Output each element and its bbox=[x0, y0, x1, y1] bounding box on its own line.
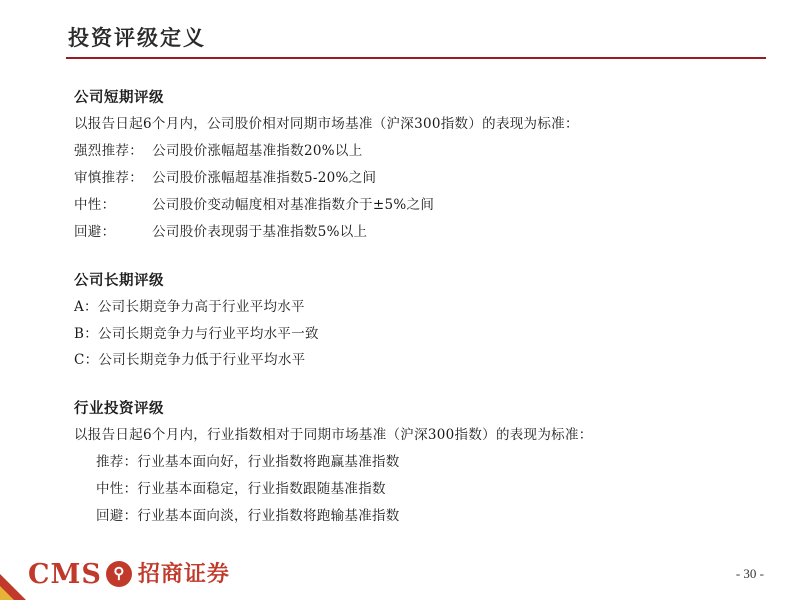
brand-logo bbox=[28, 554, 230, 594]
page-number: - 30 - bbox=[735, 566, 764, 581]
section-line: 回避： 公司股价表现弱于基准指数5%以上 bbox=[74, 223, 368, 240]
section-heading: 公司长期评级 bbox=[74, 271, 164, 289]
section-line: 中性： 公司股价变动幅度相对基准指数介于±5%之间 bbox=[74, 196, 435, 213]
section-heading: 行业投资评级 bbox=[74, 400, 164, 418]
section-line: 中性：行业基本面稳定，行业指数跟随基准指数 bbox=[96, 481, 386, 498]
logo-text: CMS bbox=[28, 558, 102, 590]
section-line: 回避：行业基本面向淡，行业指数将跑输基准指数 bbox=[96, 508, 400, 525]
content-body bbox=[0, 86, 800, 545]
section-heading: 公司短期评级 bbox=[74, 89, 164, 106]
title-area bbox=[0, 22, 800, 64]
section-line: C：公司长期竞争力低于行业平均水平 bbox=[74, 352, 306, 369]
section-line: 强烈推荐： 公司股价涨幅超基准指数20%以上 bbox=[74, 142, 363, 159]
section-industry-rating bbox=[0, 397, 800, 527]
logo-company-name: 招商证券 bbox=[137, 561, 230, 587]
section-line: 审慎推荐： 公司股价涨幅超基准指数5-20%之间 bbox=[74, 169, 377, 186]
section-line: 以报告日起6个月内，行业指数相对于同期市场基准（沪深300指数）的表现为标准： bbox=[74, 427, 593, 444]
page-title: 投资评级定义 bbox=[68, 25, 206, 50]
slide-footer bbox=[0, 548, 800, 600]
logo-badge-icon: ⚲ bbox=[106, 561, 132, 587]
section-line: A：公司长期竞争力高于行业平均水平 bbox=[74, 298, 305, 315]
section-line: 以报告日起6个月内，公司股价相对同期市场基准（沪深300指数）的表现为标准： bbox=[74, 116, 579, 132]
section-line: B：公司长期竞争力与行业平均水平一致 bbox=[74, 325, 319, 342]
corner-ribbon-gold bbox=[0, 586, 14, 600]
section-long-term-rating bbox=[0, 269, 800, 372]
section-line: 推荐：行业基本面向好，行业指数将跑赢基准指数 bbox=[96, 454, 400, 471]
section-short-term-rating bbox=[0, 86, 800, 243]
title-divider bbox=[66, 57, 766, 59]
